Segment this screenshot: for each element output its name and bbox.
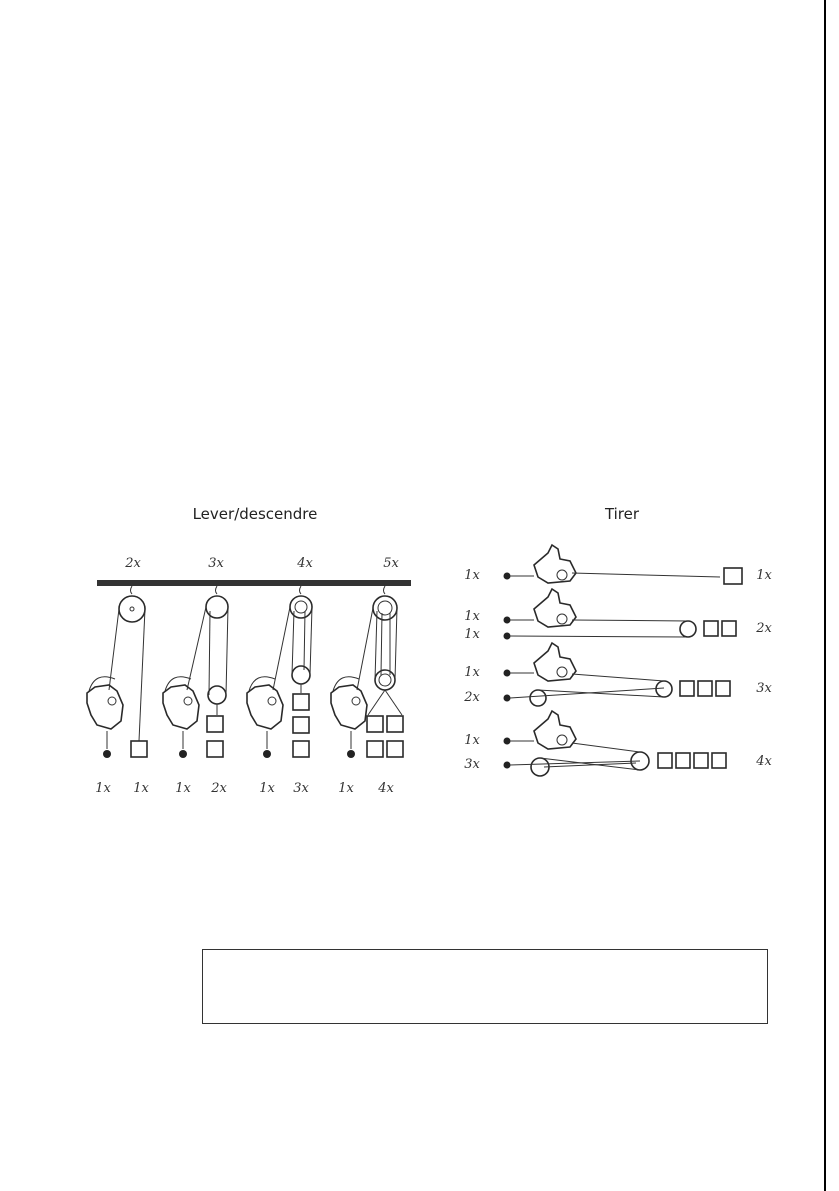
- load-box: [293, 741, 309, 757]
- load-box: [712, 753, 726, 768]
- load-box: [724, 568, 742, 584]
- pull-title: Tirer: [604, 505, 640, 523]
- page-edge-strip: [824, 0, 839, 1191]
- ceiling-beam: [97, 580, 411, 586]
- load-box: [680, 681, 694, 696]
- hoist-device: [534, 711, 576, 749]
- load-box: [658, 753, 672, 768]
- load-box: [676, 753, 690, 768]
- bottom-input-4: 1x: [338, 781, 354, 796]
- hand-weight: [263, 750, 271, 758]
- load-box: [367, 741, 383, 757]
- pull-row-2: [504, 589, 737, 640]
- lift-lower-drawing: [85, 505, 425, 805]
- pull-row2-left-label-2: 1x: [464, 627, 480, 642]
- hand-weight: [103, 750, 111, 758]
- pull-row4-right-label: 4x: [756, 754, 772, 769]
- load-box: [293, 694, 309, 710]
- load-box: [387, 741, 403, 757]
- pull-row1-right-label: 1x: [756, 568, 772, 583]
- load-box: [293, 717, 309, 733]
- lift-config-3: [247, 586, 312, 758]
- pull-row4-left-label-2: 3x: [464, 757, 480, 772]
- pull-row-4: [504, 711, 727, 776]
- pull-row4-left-label-1: 1x: [464, 733, 480, 748]
- lift-config-2: [163, 586, 228, 758]
- pull-row3-right-label: 3x: [756, 681, 772, 696]
- top-label-4: 5x: [383, 556, 399, 571]
- top-label-2: 3x: [208, 556, 224, 571]
- load-box: [387, 716, 403, 732]
- hand-weight: [347, 750, 355, 758]
- hoist-device: [534, 545, 576, 583]
- hoist-device: [247, 685, 283, 729]
- bottom-output-1: 1x: [133, 781, 149, 796]
- empty-note-box: [202, 949, 768, 1024]
- hoist-device: [163, 685, 199, 729]
- bottom-output-3: 3x: [293, 781, 309, 796]
- load-box: [207, 741, 223, 757]
- load-box: [207, 716, 223, 732]
- pull-row3-left-label-2: 2x: [464, 690, 480, 705]
- lift-lower-diagram: [85, 505, 425, 805]
- hoist-device: [534, 589, 576, 627]
- bottom-input-1: 1x: [95, 781, 111, 796]
- pull-row1-left-label: 1x: [464, 568, 480, 583]
- lift-config-1: [87, 586, 147, 758]
- pull-row2-left-label-1: 1x: [464, 609, 480, 624]
- bottom-input-3: 1x: [259, 781, 275, 796]
- lift-lower-title: Lever/descendre: [192, 505, 318, 523]
- bottom-input-2: 1x: [175, 781, 191, 796]
- pull-row3-left-label-1: 1x: [464, 665, 480, 680]
- pull-row2-right-label: 2x: [756, 621, 772, 636]
- top-label-1: 2x: [125, 556, 141, 571]
- load-box: [704, 621, 718, 636]
- load-box: [716, 681, 730, 696]
- hoist-device: [331, 685, 367, 729]
- load-box: [694, 753, 708, 768]
- hand-weight: [179, 750, 187, 758]
- top-label-3: 4x: [297, 556, 313, 571]
- pull-drawing: [452, 505, 792, 805]
- pull-diagram: [452, 505, 792, 805]
- pull-row-3: [504, 643, 731, 706]
- hoist-device: [87, 685, 123, 729]
- lift-config-4: [331, 586, 403, 758]
- load-box: [722, 621, 736, 636]
- load-box: [698, 681, 712, 696]
- load-box: [367, 716, 383, 732]
- pull-row-1: [504, 545, 743, 584]
- load-box: [131, 741, 147, 757]
- bottom-output-4: 4x: [378, 781, 394, 796]
- bottom-output-2: 2x: [211, 781, 227, 796]
- hoist-device: [534, 643, 576, 681]
